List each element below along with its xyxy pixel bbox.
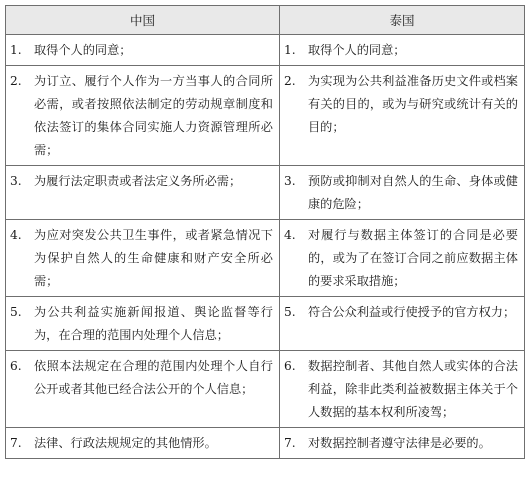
thailand-cell [280,166,525,220]
item-number: 3. [10,174,22,188]
china-cell [6,351,280,428]
item-number: 7. [10,436,22,450]
item-number: 4. [10,228,22,242]
item-number: 1. [10,43,22,57]
china-cell [6,66,280,166]
item-text: 数据控制者、其他自然人或实体的合法利益，除非此类利益被数据主体关于个人数据的基本权利所凌驾； [308,359,518,419]
item-text: 为应对突发公共卫生事件，或者紧急情况下为保护自然人的生命健康和财产安全所必需； [34,228,273,288]
thailand-cell [280,35,525,66]
table-row [6,428,525,459]
item-number: 4. [284,228,296,242]
china-cell [6,35,280,66]
item-text: 为订立、履行个人作为一方当事人的合同所必需，或者按照依法制定的劳动规章制度和依法签订的集体合同实施人力资源管理所必需； [34,74,273,157]
item-text: 为实现为公共利益准备历史文件或档案有关的目的，或为与研究或统计有关的目的； [308,74,518,134]
item-text: 为公共利益实施新闻报道、舆论监督等行为，在合理的范围内处理个人信息； [34,305,273,342]
china-cell [6,166,280,220]
china-cell [6,220,280,297]
item-text: 依照本法规定在合理的范围内处理个人自行公开或者其他已经合法公开的个人信息； [34,359,273,396]
thailand-cell [280,66,525,166]
table-header [6,6,525,35]
item-number: 3. [284,174,296,188]
item-number: 7. [284,436,296,450]
item-text: 对履行与数据主体签订的合同是必要的，或为了在签订合同之前应数据主体的要求采取措施； [308,228,518,288]
china-cell [6,297,280,351]
thailand-cell [280,351,525,428]
header-row [6,6,525,35]
china-cell [6,428,280,459]
item-text: 符合公众利益或行使授予的官方权力； [308,305,516,319]
column-header-thailand: 泰国 [280,6,525,35]
thailand-cell [280,297,525,351]
thailand-cell [280,428,525,459]
item-text: 预防或抑制对自然人的生命、身体或健康的危险； [308,174,518,211]
item-text: 为履行法定职责或者法定义务所必需； [34,174,242,188]
table-body [6,35,525,459]
table-row [6,220,525,297]
column-header-china: 中国 [6,6,280,35]
item-number: 6. [284,359,296,373]
item-text: 对数据控制者遵守法律是必要的。 [308,436,491,450]
item-number: 2. [10,74,22,88]
item-number: 6. [10,359,22,373]
item-text: 取得个人的同意； [34,43,132,57]
item-text: 法律、行政法规规定的其他情形。 [34,436,217,450]
table-row [6,166,525,220]
item-number: 2. [284,74,296,88]
item-number: 5. [10,305,22,319]
table-row [6,297,525,351]
item-number: 5. [284,305,296,319]
comparison-table [5,5,525,459]
item-text: 取得个人的同意； [308,43,406,57]
table-row [6,66,525,166]
table-row [6,35,525,66]
thailand-cell [280,220,525,297]
table-row [6,351,525,428]
item-number: 1. [284,43,296,57]
